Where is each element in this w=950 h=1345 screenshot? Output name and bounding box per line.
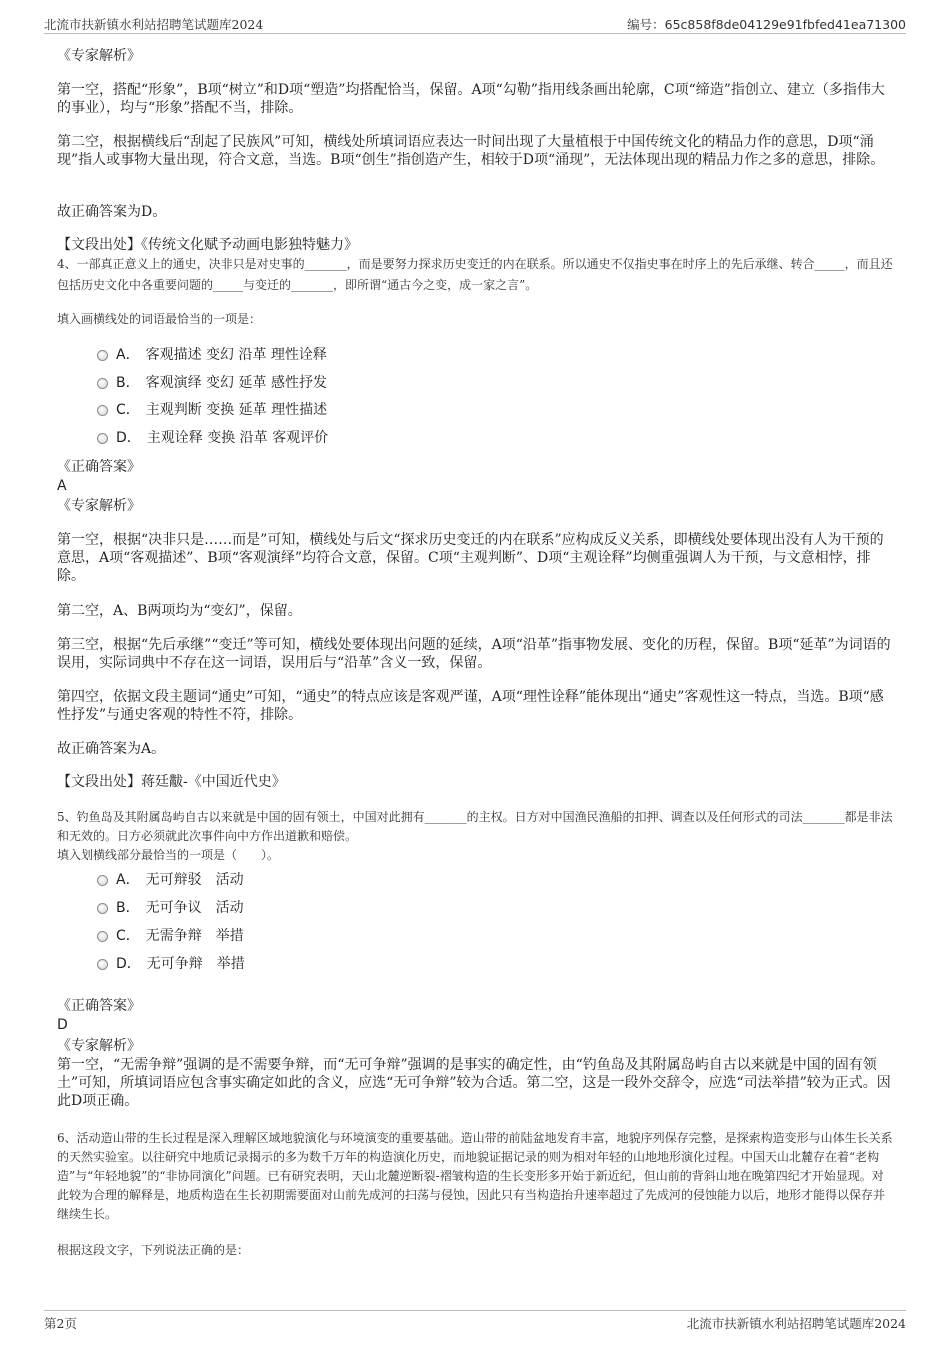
option-letter: C．	[116, 928, 140, 944]
q4-expert-label: 《专家解析》	[57, 498, 141, 514]
page-header	[0, 0, 950, 34]
radio-button[interactable]	[97, 433, 108, 444]
q5-expert-label: 《专家解析》	[57, 1038, 141, 1054]
option-word-1: 无可争议	[145, 900, 202, 916]
header-divider	[44, 33, 906, 34]
q4-analysis-1: 第一空，根据“决非只是……而是”可知，横线处与后文“探求历史变迁的内在联系”应构成反义关系，即横线处要体现出没有人为干预的意思，A项“客观描述”、B项“客观演绎”均符合文意，保留。C项“主观判断”、D项“主观诠释”均侧重强调人为干预，与文意相悖，排除。	[57, 532, 884, 584]
q3-analysis-2: 第二空，根据横线后“刮起了民族风”可知，横线处所填词语应表达一时间出现了大量植根于中国传统文化的精品力作的意思，D项“涌现”指人或事物大量出现，符合文意，当选。B项“创生”指创造产生，相较于D项“涌现”，无法体现出现的精品力作之多的意思，排除。	[57, 134, 885, 168]
q5-analysis: 第一空，“无需争辩”强调的是不需要争辩，而“无可争辩”强调的是事实的确定性，由“钓鱼岛及其附属岛屿自古以来就是中国的固有领土”可知，所填词语应包含事实确定如此的含义，应选“无可争辩”较为合适。第二空，这是一段外交辞令，应选“司法举措”较为正式。因此D项正确。	[57, 1057, 891, 1109]
q4-answer: A	[57, 478, 67, 494]
option-word-1: 无需争辩	[145, 928, 202, 944]
radio-button[interactable]	[97, 959, 108, 970]
option-word-1: 无可辩驳	[145, 872, 202, 888]
q3-conclusion: 故正确答案为D。	[57, 204, 167, 220]
q5-stem: 5、钓鱼岛及其附属岛屿自古以来就是中国的固有领土，中国对此拥有_______的主权。日方对中国渔民渔船的扣押、调查以及任何形式的司法_______都是非法和无效的。日方必须就此次事件向中方作出道歉和赔偿。	[57, 810, 893, 843]
radio-button[interactable]	[97, 350, 108, 361]
radio-button[interactable]	[97, 931, 108, 942]
option-word-2: 举措	[215, 928, 244, 944]
option-text: 客观演绎 变幻 延革 感性抒发	[145, 375, 327, 391]
q6-prompt: 根据这段文字，下列说法正确的是：	[57, 1243, 250, 1257]
q5-answer-label: 《正确答案》	[57, 998, 141, 1014]
footer-title: 北流市扶新镇水利站招聘笔试题库2024	[686, 1316, 906, 1331]
q5-option-d[interactable]	[97, 953, 245, 973]
radio-button[interactable]	[97, 378, 108, 389]
header-title: 北流市扶新镇水利站招聘笔试题库2024	[44, 17, 264, 32]
header-document-id: 编号：65c858f8de04129e91fbfed41ea71300	[627, 17, 906, 32]
q3-analysis-1: 第一空，搭配“形象”，B项“树立”和D项“塑造”均搭配恰当，保留。A项“勾勒”指用线条画出轮廓，C项“缔造”指创立、建立（多指伟大的事业），均与“形象”搭配不当，排除。	[57, 82, 885, 116]
q5-prompt: 填入划横线部分最恰当的一项是（ ）。	[57, 848, 280, 862]
q5-option-c[interactable]	[97, 925, 244, 945]
option-word-2: 举措	[216, 956, 245, 972]
q4-prompt: 填入画横线处的词语最恰当的一项是：	[57, 312, 262, 326]
option-word-2: 活动	[215, 900, 244, 916]
option-letter: A．	[116, 872, 140, 888]
option-letter: B．	[116, 900, 140, 916]
q4-option-a[interactable]	[97, 344, 327, 364]
q4-analysis-3: 第三空，根据“先后承继”“变迁”等可知，横线处要体现出问题的延续，A项“沿革”指事物发展、变化的历程，保留。B项“延革”为词语的误用，实际词典中不存在这一词语，误用后与“沿革”含义一致，保留。	[57, 637, 891, 671]
q4-conclusion: 故正确答案为A。	[57, 741, 166, 757]
option-text: 主观诠释 变换 沿革 客观评价	[146, 430, 329, 446]
option-letter: A．	[116, 347, 140, 363]
option-text: 主观判断 变换 延革 理性描述	[145, 402, 328, 418]
footer-divider	[44, 1310, 906, 1311]
q4-analysis-4: 第四空，依据文段主题词“通史”可知，“通史”的特点应该是客观严谨，A项“理性诠释”能体现出“通史”客观性这一特点，当选。B项“感性抒发”与通史客观的特性不符，排除。	[57, 689, 884, 723]
q4-option-d[interactable]	[97, 427, 328, 447]
option-text: 客观描述 变幻 沿革 理性诠释	[145, 347, 327, 363]
q3-source: 【文段出处】《传统文化赋予动画电影独特魅力》	[57, 237, 358, 253]
option-letter: B．	[116, 375, 140, 391]
q4-source: 【文段出处】蒋廷黻-《中国近代史》	[57, 774, 286, 790]
q4-analysis-2: 第二空，A、B两项均为“变幻”，保留。	[57, 603, 302, 619]
radio-button[interactable]	[97, 875, 108, 886]
q4-option-b[interactable]	[97, 372, 327, 392]
option-letter: C．	[116, 402, 140, 418]
radio-button[interactable]	[97, 405, 108, 416]
radio-button[interactable]	[97, 903, 108, 914]
q5-option-b[interactable]	[97, 897, 244, 917]
q5-option-a[interactable]	[97, 869, 244, 889]
q4-option-c[interactable]	[97, 399, 327, 419]
q4-stem: 4、一部真正意义上的通史，决非只是对史事的_______，而是要努力探求历史变迁的内在联系。所以通史不仅指史事在时序上的先后承继、转合_____，而且还包括历史文化中各重要问题的_____与变迁的_______，即所谓“通古今之变，成一家之言”。	[57, 257, 893, 292]
option-word-1: 无可争辩	[146, 956, 203, 972]
option-letter: D．	[116, 956, 141, 972]
q6-stem: 6、活动造山带的生长过程是深入理解区域地貌演化与环境演变的重要基础。造山带的前陆盆地发育丰富，地貌序列保存完整，是探索构造变形与山体生长关系的天然实验室。以往研究中地质记录揭示的多为数千万年的构造演化历史，而地貌证据记录的则为相对年轻的山地地形演化过程。中国天山北麓存在着“老构造”与“年轻地貌”的“非协同演化”问题。已有研究表明，天山北麓逆断裂-褶皱构造的生长变形多开始于新近纪，但山前的背斜山地在晚第四纪才开始显现。对此较为合理的解释是，地质构造在生长初期需要面对山前先成河的扫荡与侵蚀，因此只有当构造抬升速率超过了先成河的侵蚀能力以后，地形才能得以保存并继续生长。	[57, 1131, 893, 1221]
option-word-2: 活动	[215, 872, 244, 888]
footer-page-number: 第2页	[44, 1316, 77, 1331]
q5-answer: D	[57, 1017, 68, 1033]
q3-expert-label: 《专家解析》	[57, 48, 141, 64]
option-letter: D．	[116, 430, 141, 446]
q4-answer-label: 《正确答案》	[57, 459, 141, 475]
